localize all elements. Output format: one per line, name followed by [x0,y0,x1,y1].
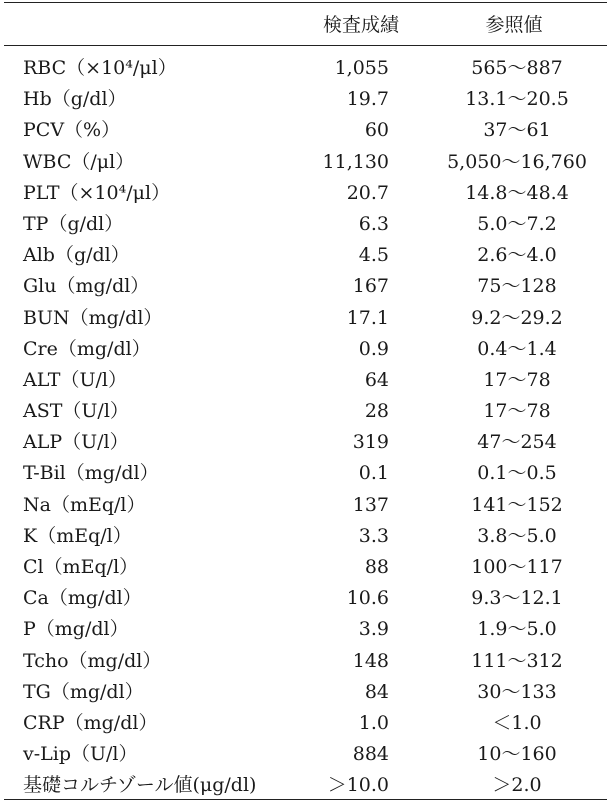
row-label: Cre（mg/dl） [23,337,151,360]
table-row [4,115,607,146]
row-reference: 0.1～0.5 [477,462,557,485]
row-result: 1.0 [358,711,389,734]
row-label: ALP（U/l） [23,431,129,454]
row-label: Hb（g/dl） [23,88,127,111]
row-reference: 47～254 [477,431,557,454]
row-result: 19.7 [346,88,389,111]
row-label: 基礎コルチゾール値(μg/dl) [23,774,257,797]
row-result: 64 [364,368,389,391]
row-label: WBC（/μl） [23,150,135,173]
row-reference: 1.9～5.0 [477,618,557,641]
row-result: 3.9 [358,618,389,641]
table-row [4,303,607,334]
row-label: TP（g/dl） [23,212,124,235]
row-reference: 100～117 [471,556,563,578]
table-row [4,147,607,178]
row-reference: 75～128 [477,275,557,298]
row-reference: 141～152 [471,493,563,516]
row-result: 11,130 [322,150,389,173]
row-reference: ＜1.0 [492,711,542,734]
row-label: PCV（%） [23,119,121,142]
table-row [4,521,607,552]
row-label: Glu（mg/dl） [23,275,150,298]
row-result: 20.7 [346,181,389,204]
table-row [4,614,607,645]
table-row [4,209,607,240]
row-reference: 0.4～1.4 [477,337,557,360]
table-header-row [4,3,607,46]
row-result: 884 [352,743,389,766]
table-row [4,770,607,801]
table-row [4,677,607,708]
row-label: v-Lip（U/l） [23,743,138,766]
table-row [4,53,607,84]
row-reference: 17～78 [483,368,551,391]
row-label: BUN（mg/dl） [23,306,163,329]
row-result: 148 [352,649,389,672]
row-reference: 37～61 [483,119,551,142]
row-reference: 5.0～7.2 [477,212,557,235]
row-result: 6.3 [358,212,389,235]
row-result: 0.1 [358,462,389,485]
row-label: ALT（U/l） [23,368,127,391]
row-label: RBC（×10⁴/μl） [23,57,177,79]
row-label: P（mg/dl） [23,618,129,641]
row-label: Na（mEq/l） [23,493,146,516]
row-reference: 9.2～29.2 [471,306,563,329]
row-label: Cl（mEq/l） [23,556,139,578]
row-result: 167 [352,275,389,298]
table-row [4,178,607,209]
row-reference: 10～160 [477,743,557,766]
row-result: 17.1 [346,306,389,329]
table-row [4,583,607,614]
row-label: PLT（×10⁴/μl） [23,181,171,204]
row-reference: 5,050～16,760 [447,150,587,173]
row-reference: 2.6～4.0 [477,244,557,267]
row-label: Tcho（mg/dl） [23,649,162,672]
row-reference: 3.8～5.0 [477,524,557,547]
row-result: 4.5 [358,244,389,267]
table-row [4,552,607,583]
header-result: 検査成績 [322,14,399,36]
row-reference: 111～312 [471,649,563,672]
table-row [4,271,607,302]
table-row [4,240,607,271]
table-row [4,458,607,489]
row-result: 1,055 [334,57,389,79]
table-row [4,646,607,677]
table-row [4,396,607,427]
row-label: CRP（mg/dl） [23,711,158,734]
row-label: Ca（mg/dl） [23,587,142,610]
row-result: 137 [352,493,389,516]
row-label: Alb（g/dl） [23,244,130,267]
row-result: 319 [352,431,389,454]
row-label: K（mEq/l） [23,524,132,547]
row-reference: ＞2.0 [492,774,542,797]
row-reference: 17～78 [483,400,551,423]
table-row [4,739,607,770]
row-reference: 14.8～48.4 [465,181,569,204]
row-label: T-Bil（mg/dl） [23,462,159,485]
row-label: AST（U/l） [23,400,129,423]
row-label: TG（mg/dl） [23,680,144,703]
row-result: 60 [364,119,389,142]
row-reference: 13.1～20.5 [465,88,569,111]
table-row [4,365,607,396]
table-body [4,46,607,802]
table-row [4,334,607,365]
row-result: 0.9 [358,337,389,360]
row-result: 3.3 [358,524,389,547]
row-reference: 30～133 [477,680,557,703]
row-result: ＞10.0 [327,774,389,797]
table-row [4,427,607,458]
table-row [4,708,607,739]
row-reference: 9.3～12.1 [471,587,563,610]
row-reference: 565～887 [471,57,563,79]
table-row [4,490,607,521]
table-row [4,84,607,115]
row-result: 10.6 [346,587,389,610]
row-result: 88 [364,556,389,578]
row-result: 28 [364,400,389,423]
row-result: 84 [364,680,389,703]
header-reference: 参照値 [485,14,543,36]
lab-results-table [4,2,607,800]
